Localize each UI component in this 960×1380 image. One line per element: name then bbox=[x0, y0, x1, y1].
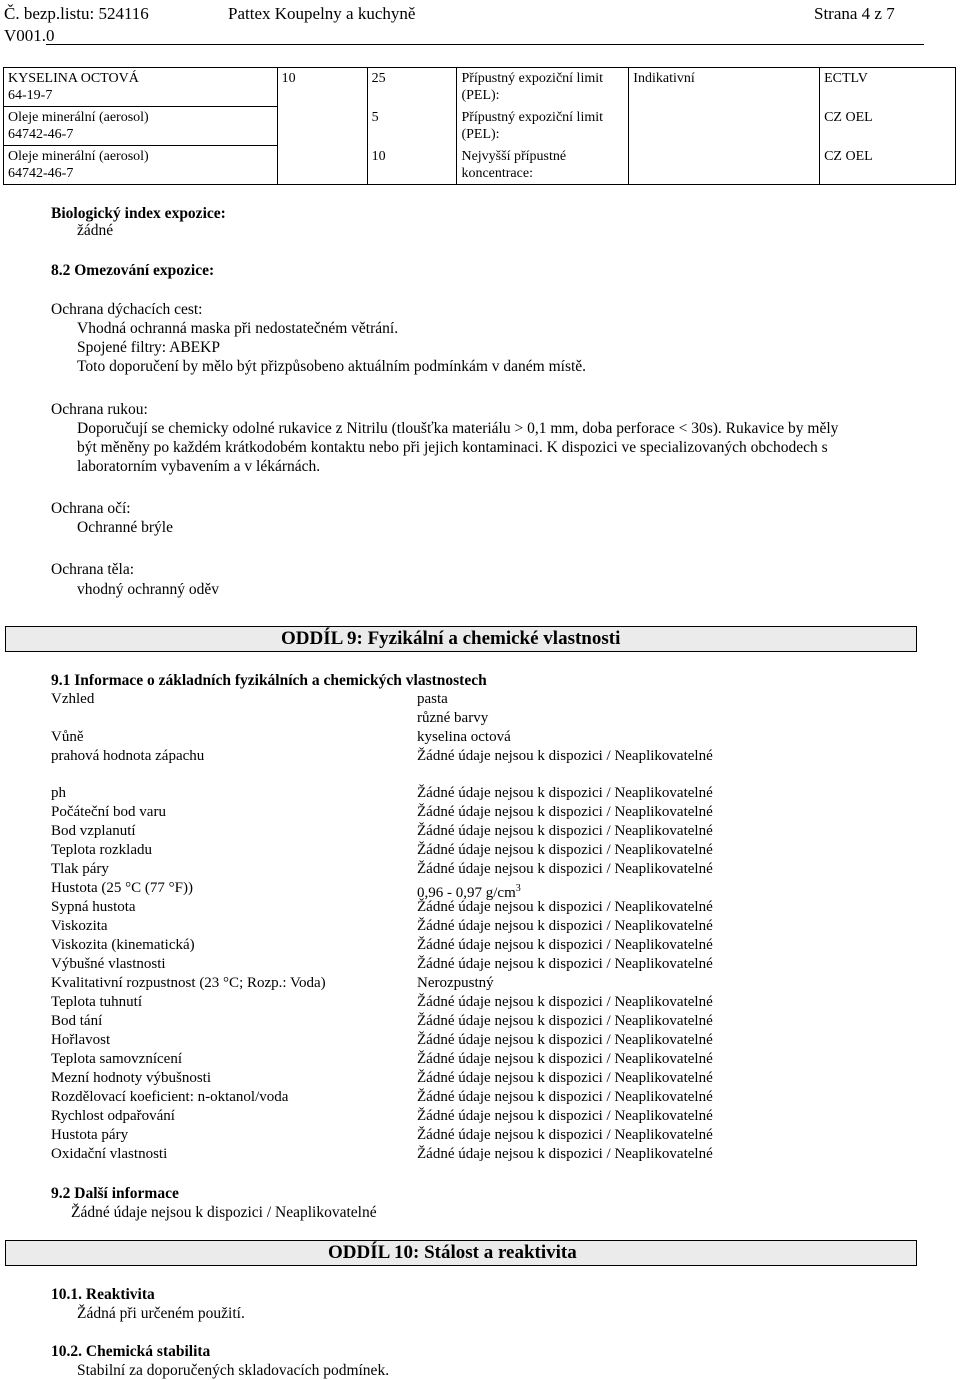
property-value bbox=[417, 955, 713, 974]
cas-number: 64-19-7 bbox=[8, 88, 53, 103]
property-value-text: 0,96 - 0,97 g/cm bbox=[417, 885, 516, 901]
limit-type-line: koncentrace: bbox=[461, 165, 533, 181]
mg-value: 10 bbox=[371, 148, 386, 164]
property-value-text: Žádné údaje nejsou k dispozici / Neaplikovatelné bbox=[417, 1108, 713, 1124]
cas-number: 64742-46-7 bbox=[8, 166, 74, 181]
cas-number: 64742-46-7 bbox=[8, 127, 74, 142]
section-9-1-heading: 9.1 Informace o základních fyzikálních a chemických vlastnostech bbox=[51, 672, 487, 689]
property-label: Vzhled bbox=[51, 691, 95, 707]
property-label: Viskozita bbox=[51, 918, 108, 934]
category-cell bbox=[629, 107, 820, 146]
limits-table-row bbox=[4, 68, 956, 107]
property-value bbox=[417, 803, 713, 822]
hand-heading: Ochrana rukou: bbox=[51, 401, 148, 418]
property-value bbox=[417, 917, 713, 936]
property-value-text: Žádné údaje nejsou k dispozici / Neaplikovatelné bbox=[417, 748, 713, 764]
property-value-text: Nerozpustný bbox=[417, 975, 494, 991]
ppm-cell bbox=[277, 146, 367, 185]
limit-type-cell bbox=[457, 68, 629, 107]
property-value-text: různé barvy bbox=[417, 710, 489, 726]
body-value: vhodný ochranný oděv bbox=[77, 581, 220, 598]
sds-number: Č. bezp.listu: 524116 bbox=[4, 4, 149, 23]
respiratory-line: Toto doporučení by mělo být přizpůsobeno aktuálním podmínkám v daném místě. bbox=[77, 358, 587, 375]
section-10-2-heading: 10.2. Chemická stabilita bbox=[51, 1343, 211, 1360]
property-value bbox=[417, 898, 713, 917]
property-value bbox=[417, 1012, 713, 1031]
unit-superscript: 3 bbox=[515, 883, 521, 894]
list-value: ECTLV bbox=[824, 71, 868, 86]
section-9-title: ODDÍL 9: Fyzikální a chemické vlastnosti bbox=[281, 628, 621, 649]
property-label: Hustota páry bbox=[51, 1127, 129, 1143]
limit-type-line: (PEL): bbox=[461, 88, 500, 103]
property-label: prahová hodnota zápachu bbox=[51, 748, 205, 764]
list-value: CZ OEL bbox=[824, 109, 873, 125]
property-value bbox=[417, 1050, 713, 1069]
hand-line: být měněny po každém krátkodobém kontaktu nebo při jejich kontaminaci. K dispozici ve specializovaných obchodech s bbox=[77, 439, 828, 456]
property-value bbox=[417, 936, 713, 955]
mg-cell bbox=[367, 68, 457, 107]
category-cell bbox=[629, 68, 820, 107]
limit-type-line: Přípustný expoziční limit bbox=[461, 109, 603, 125]
respiratory-line: Vhodná ochranná maska při nedostatečném větrání. bbox=[77, 320, 399, 337]
property-value bbox=[417, 860, 713, 879]
page-number: Strana 4 z 7 bbox=[814, 4, 895, 23]
limit-type-line: Přípustný expoziční limit bbox=[461, 71, 603, 86]
property-label: Kvalitativní rozpustnost (23 °C; Rozp.: Voda) bbox=[51, 975, 326, 991]
exposure-limits-table bbox=[3, 67, 956, 185]
property-label: Viskozita (kinematická) bbox=[51, 937, 195, 953]
property-value-text: pasta bbox=[417, 691, 448, 707]
property-value-text: Žádné údaje nejsou k dispozici / Neaplikovatelné bbox=[417, 861, 713, 877]
property-value bbox=[417, 747, 713, 766]
limits-table-row bbox=[4, 107, 956, 146]
property-label: Rychlost odpařování bbox=[51, 1108, 175, 1124]
mg-value: 5 bbox=[371, 109, 379, 125]
property-value bbox=[417, 709, 488, 728]
eye-heading: Ochrana očí: bbox=[51, 500, 131, 517]
property-value bbox=[417, 1107, 713, 1126]
mg-cell bbox=[367, 107, 457, 146]
property-value-text: Žádné údaje nejsou k dispozici / Neaplikovatelné bbox=[417, 1070, 713, 1086]
limit-type-line: (PEL): bbox=[461, 126, 500, 142]
substance-name: KYSELINA OCTOVÁ bbox=[8, 71, 139, 86]
property-value bbox=[417, 690, 448, 709]
ppm-value: 10 bbox=[281, 71, 296, 86]
hand-line: Doporučují se chemicky odolné rukavice z Nitrilu (tloušťka materiálu > 0,1 mm, doba perforace < 30s). Rukavice by měly bbox=[77, 420, 839, 437]
property-label: ph bbox=[51, 785, 66, 801]
property-value-text: Žádné údaje nejsou k dispozici / Neaplikovatelné bbox=[417, 1013, 713, 1029]
substance-name: Oleje minerální (aerosol) bbox=[8, 149, 149, 164]
property-value-text: Žádné údaje nejsou k dispozici / Neaplikovatelné bbox=[417, 1146, 713, 1162]
property-label: Hořlavost bbox=[51, 1032, 111, 1048]
property-value-text: Žádné údaje nejsou k dispozici / Neaplikovatelné bbox=[417, 937, 713, 953]
property-value bbox=[417, 728, 511, 747]
property-value bbox=[417, 974, 494, 993]
property-label: Teplota samovznícení bbox=[51, 1051, 182, 1067]
property-value bbox=[417, 993, 713, 1012]
body-heading: Ochrana těla: bbox=[51, 561, 135, 578]
limit-type-cell bbox=[457, 146, 629, 185]
property-value-text: Žádné údaje nejsou k dispozici / Neaplikovatelné bbox=[417, 804, 713, 820]
property-value-text: Žádné údaje nejsou k dispozici / Neaplikovatelné bbox=[417, 994, 713, 1010]
property-value bbox=[417, 822, 713, 841]
property-value bbox=[417, 841, 713, 860]
mg-value: 25 bbox=[371, 71, 386, 86]
property-label: Mezní hodnoty výbušnosti bbox=[51, 1070, 211, 1086]
eye-value: Ochranné brýle bbox=[77, 519, 173, 536]
property-value-text: kyselina octová bbox=[417, 729, 511, 745]
property-value-text: Žádné údaje nejsou k dispozici / Neaplikovatelné bbox=[417, 1127, 713, 1143]
property-label: Tlak páry bbox=[51, 861, 109, 877]
respiratory-heading: Ochrana dýchacích cest: bbox=[51, 301, 203, 318]
property-value bbox=[417, 1088, 713, 1107]
property-value-text: Žádné údaje nejsou k dispozici / Neaplikovatelné bbox=[417, 918, 713, 934]
property-label: Vůně bbox=[51, 729, 84, 745]
property-label: Teplota rozkladu bbox=[51, 842, 152, 858]
product-name: Pattex Koupelny a kuchyně bbox=[228, 4, 416, 23]
list-cell bbox=[820, 146, 956, 185]
section-9-2-heading: 9.2 Další informace bbox=[51, 1185, 179, 1202]
property-value-text: Žádné údaje nejsou k dispozici / Neaplikovatelné bbox=[417, 1089, 713, 1105]
ppm-cell bbox=[277, 68, 367, 107]
hand-line: laboratorním vybavením a v lékárnách. bbox=[77, 458, 321, 475]
mg-cell bbox=[367, 146, 457, 185]
list-value: CZ OEL bbox=[824, 148, 873, 164]
property-value-text: Žádné údaje nejsou k dispozici / Neaplikovatelné bbox=[417, 842, 713, 858]
property-label: Teplota tuhnutí bbox=[51, 994, 143, 1010]
property-value bbox=[417, 1069, 713, 1088]
section-10-2-value: Stabilní za doporučených skladovacích podmínek. bbox=[77, 1362, 390, 1379]
property-label: Bod tání bbox=[51, 1013, 103, 1029]
property-label: Sypná hustota bbox=[51, 899, 136, 915]
property-value bbox=[417, 1126, 713, 1145]
substance-cell bbox=[4, 146, 278, 185]
section-8-2-heading: 8.2 Omezování expozice: bbox=[51, 262, 215, 279]
property-value-text: Žádné údaje nejsou k dispozici / Neaplikovatelné bbox=[417, 823, 713, 839]
property-value-text: Žádné údaje nejsou k dispozici / Neaplikovatelné bbox=[417, 785, 713, 801]
property-value bbox=[417, 1031, 713, 1050]
section-10-1-heading: 10.1. Reaktivita bbox=[51, 1286, 155, 1303]
property-value-text: Žádné údaje nejsou k dispozici / Neaplikovatelné bbox=[417, 899, 713, 915]
category-cell bbox=[629, 146, 820, 185]
limit-type-cell bbox=[457, 107, 629, 146]
property-label: Bod vzplanutí bbox=[51, 823, 136, 839]
ppm-cell bbox=[277, 107, 367, 146]
property-label: Rozdělovací koeficient: n-oktanol/voda bbox=[51, 1089, 289, 1105]
substance-cell bbox=[4, 68, 278, 107]
section-10-title: ODDÍL 10: Stálost a reaktivita bbox=[328, 1242, 577, 1263]
section-10-1-value: Žádná při určeném použití. bbox=[77, 1305, 245, 1322]
header-divider bbox=[46, 44, 924, 45]
section-9-2-value: Žádné údaje nejsou k dispozici / Neaplikovatelné bbox=[71, 1204, 377, 1221]
property-value-text: Žádné údaje nejsou k dispozici / Neaplikovatelné bbox=[417, 1032, 713, 1048]
property-label: Počáteční bod varu bbox=[51, 804, 166, 820]
bio-index-value: žádné bbox=[77, 222, 114, 239]
property-label: Hustota (25 °C (77 °F)) bbox=[51, 880, 193, 896]
property-label: Výbušné vlastnosti bbox=[51, 956, 166, 972]
property-value-text: Žádné údaje nejsou k dispozici / Neaplikovatelné bbox=[417, 956, 713, 972]
substance-cell bbox=[4, 107, 278, 146]
property-value bbox=[417, 784, 713, 803]
limits-table-row bbox=[4, 146, 956, 185]
respiratory-line: Spojené filtry: ABEKP bbox=[77, 339, 220, 356]
property-value bbox=[417, 1145, 713, 1164]
bio-index-heading: Biologický index expozice: bbox=[51, 205, 226, 222]
list-cell bbox=[820, 68, 956, 107]
category-value: Indikativní bbox=[633, 71, 695, 86]
property-label: Oxidační vlastnosti bbox=[51, 1146, 168, 1162]
limit-type-line: Nejvyšší přípustné bbox=[461, 148, 567, 164]
list-cell bbox=[820, 107, 956, 146]
substance-name: Oleje minerální (aerosol) bbox=[8, 110, 149, 125]
property-value-text: Žádné údaje nejsou k dispozici / Neaplikovatelné bbox=[417, 1051, 713, 1067]
version: V001.0 bbox=[4, 26, 55, 45]
